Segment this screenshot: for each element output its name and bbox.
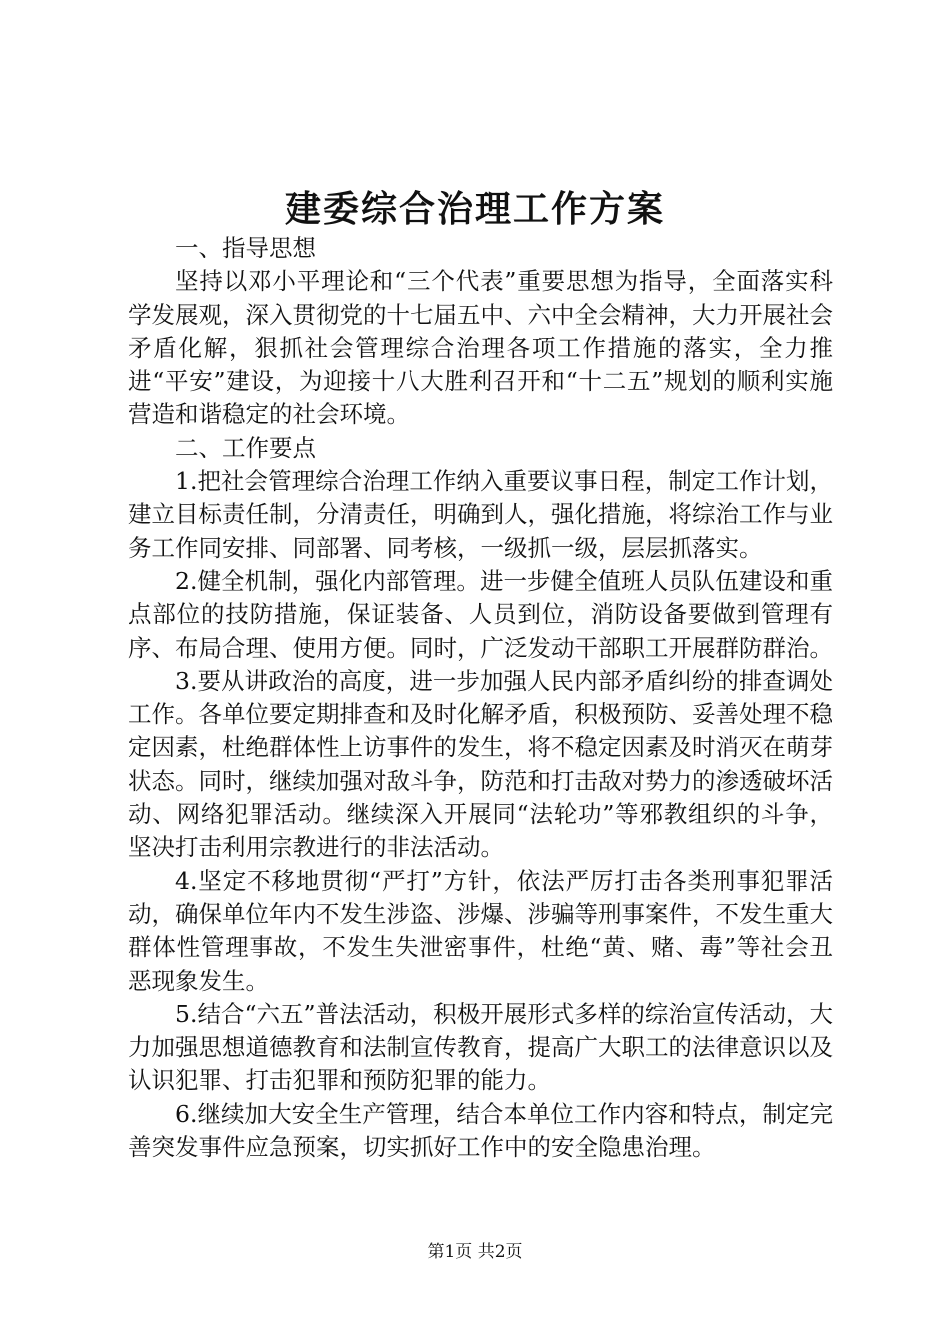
paragraph: 6.继续加大安全生产管理，结合本单位工作内容和特点，制定完善突发事件应急预案，切实抓好工作中的安全隐患治理。 bbox=[128, 1099, 833, 1162]
paragraph: 4.坚定不移地贯彻“严打”方针，依法严厉打击各类刑事犯罪活动，确保单位年内不发生涉盗、涉爆、涉骗等刑事案件，不发生重大群体性管理事故，不发生失泄密事件，杜绝“黄、赌、毒”等社会丑恶现象发生。 bbox=[128, 866, 833, 995]
document-body bbox=[128, 232, 833, 1164]
page-footer: 第1页 共2页 bbox=[427, 1242, 523, 1262]
paragraph: 2.健全机制，强化内部管理。进一步健全值班人员队伍建设和重点部位的技防措施，保证装备、人员到位，消防设备要做到管理有序、布局合理、使用方便。同时，广泛发动干部职工开展群防群治。 bbox=[128, 566, 833, 662]
section-heading: 一、指导思想 bbox=[175, 234, 316, 262]
paragraph: 1.把社会管理综合治理工作纳入重要议事日程，制定工作计划，建立目标责任制，分清责任，明确到人，强化措施，将综治工作与业务工作同安排、同部署、同考核，一级抓一级，层层抓落实。 bbox=[128, 467, 833, 562]
section-heading: 二、工作要点 bbox=[175, 433, 316, 462]
paragraph: 5.结合“六五”普法活动，积极开展形式多样的综治宣传活动，大力加强思想道德教育和法制宣传教育，提高广大职工的法律意识以及认识犯罪、打击犯罪和预防犯罪的能力。 bbox=[128, 999, 833, 1095]
paragraph: 坚持以邓小平理论和“三个代表”重要思想为指导，全面落实科学发展观，深入贯彻党的十七届五中、六中全会精神，大力开展社会矛盾化解，狠抓社会管理综合治理各项工作措施的落实，全力推进“平安”建设，为迎接十八大胜利召开和“十二五”规划的顺利实施营造和谐稳定的社会环境。 bbox=[128, 267, 833, 429]
document-title: 建委综合治理工作方案 bbox=[284, 188, 665, 230]
paragraph: 3.要从讲政治的高度，进一步加强人民内部矛盾纠纷的排查调处工作。各单位要定期排查和及时化解矛盾，积极预防、妥善处理不稳定因素，杜绝群体性上访事件的发生，将不稳定因素及时消灭在萌芽状态。同时，继续加强对敌斗争，防范和打击敌对势力的渗透破坏活动、网络犯罪活动。继续深入开展同“法轮功”等邪教组织的斗争，坚决打击利用宗教进行的非法活动。 bbox=[128, 666, 833, 862]
